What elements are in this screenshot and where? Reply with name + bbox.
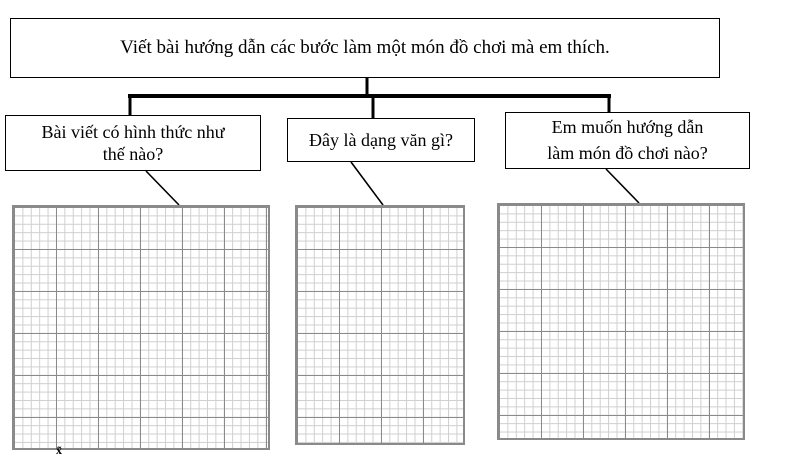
question-format-line-2: thế nào? xyxy=(102,144,164,164)
question-box-format xyxy=(5,115,261,171)
main-prompt-box xyxy=(10,18,720,78)
question-box-topic xyxy=(505,112,750,169)
answer-grid-topic xyxy=(497,203,745,440)
main-prompt-text: Viết bài hướng dẫn các bước làm một món đồ chơi mà em thích. xyxy=(120,37,610,58)
stray-mark: x̃ xyxy=(56,443,62,457)
pointer-left-line xyxy=(146,171,179,205)
answer-grid-genre xyxy=(295,205,465,445)
answer-grid-format xyxy=(12,205,270,450)
question-format-line-1: Bài viết có hình thức như xyxy=(41,121,225,142)
question-genre-line-1: Đây là dạng văn gì? xyxy=(309,129,453,150)
question-topic-line-1: Em muốn hướng dẫn xyxy=(551,117,704,138)
pointer-right-line xyxy=(606,169,639,203)
question-box-genre xyxy=(287,118,475,162)
question-topic-line-2: làm món đồ chơi nào? xyxy=(547,142,708,163)
pointer-middle-line xyxy=(351,162,383,205)
